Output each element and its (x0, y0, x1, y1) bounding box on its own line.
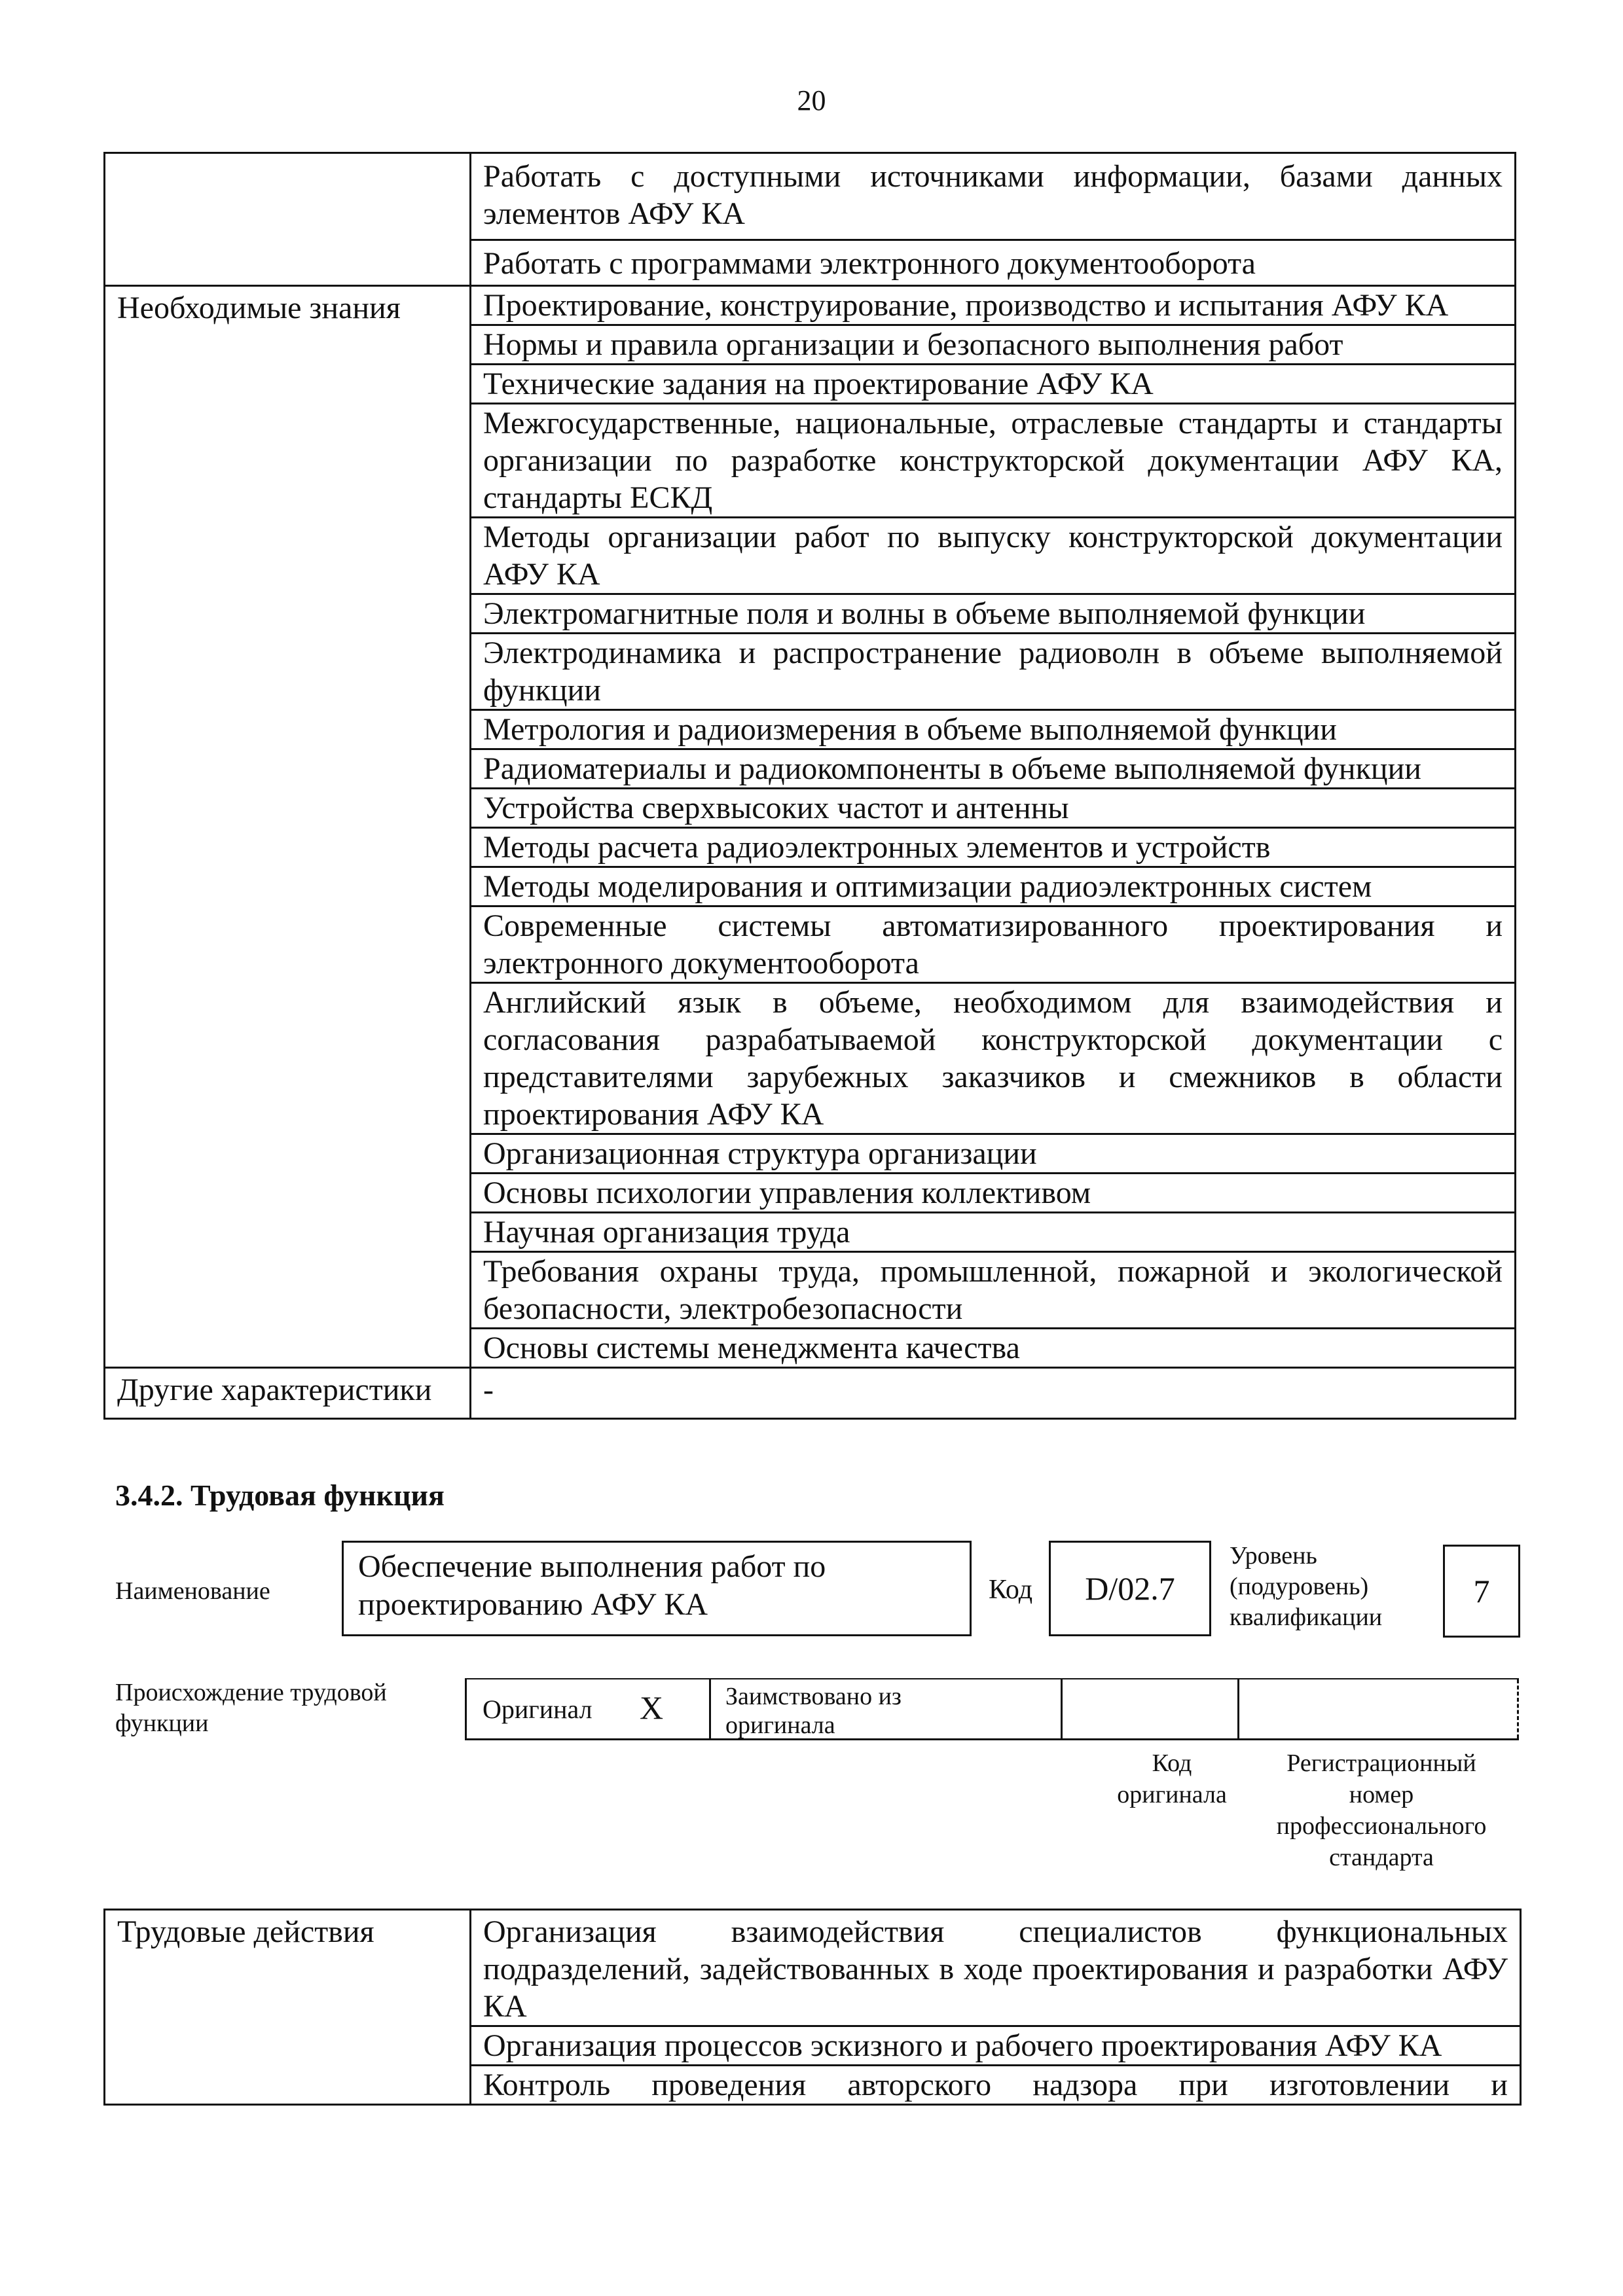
borrowed-label (725, 1682, 902, 1740)
other-characteristics-label: Другие характеристики (105, 1368, 471, 1419)
level-label-line: Уровень (1230, 1542, 1317, 1570)
knowledge-item: Радиоматериалы и радиокомпоненты в объеме выполняемой функции (471, 749, 1516, 789)
caption-line: профессионального (1276, 1812, 1487, 1840)
skill-item: Работать с доступными источниками информации, базами данных элементов АФУ КА (471, 153, 1516, 240)
knowledge-item: Технические задания на проектирование АФУ КА (471, 365, 1516, 404)
borrowed-cell (711, 1679, 1063, 1738)
function-name-box: Обеспечение выполнения работ по проектированию АФУ КА (342, 1541, 972, 1636)
origin-label-line: Происхождение трудовой (115, 1679, 387, 1706)
origin-label-line: функции (115, 1710, 209, 1737)
knowledge-item: Организационная структура организации (471, 1134, 1516, 1174)
other-characteristics-value: - (471, 1368, 1516, 1419)
caption-line: Регистрационный (1286, 1749, 1476, 1777)
skill-item: Работать с программами электронного документооборота (471, 240, 1516, 286)
level-value-box: 7 (1443, 1545, 1520, 1638)
caption-line: Код (1152, 1749, 1192, 1777)
reg-number-caption (1257, 1748, 1506, 1873)
knowledge-item: Требования охраны труда, промышленной, пожарной и экологической безопасности, электробезопасности (471, 1252, 1516, 1329)
code-original-cell (1063, 1679, 1239, 1738)
knowledge-item: Межгосударственные, национальные, отраслевые стандарты и стандарты организации по разработке конструкторской документации АФУ КА, стандарты ЕСКД (471, 404, 1516, 518)
knowledge-item: Электромагнитные поля и волны в объеме выполняемой функции (471, 594, 1516, 634)
knowledge-item: Метрология и радиоизмерения в объеме выполняемой функции (471, 710, 1516, 749)
knowledge-item: Методы организации работ по выпуску конструкторской документации АФУ КА (471, 518, 1516, 594)
knowledge-item: Проектирование, конструирование, производство и испытания АФУ КА (471, 286, 1516, 325)
knowledge-item: Методы моделирования и оптимизации радиоэлектронных систем (471, 867, 1516, 906)
level-label (1230, 1541, 1382, 1633)
original-label: Оригинал (483, 1695, 593, 1724)
original-mark: X (640, 1689, 664, 1726)
level-label-line: квалификации (1230, 1604, 1383, 1631)
knowledge-item: Современные системы автоматизированного проектирования и электронного документооборота (471, 906, 1516, 983)
original-cell (465, 1679, 711, 1738)
borrowed-label-line: оригинала (725, 1712, 835, 1739)
knowledge-item: Устройства сверхвысоких частот и антенны (471, 789, 1516, 828)
function-code-box: D/02.7 (1049, 1541, 1211, 1636)
table-row (105, 1368, 1516, 1419)
name-label: Наименование (115, 1577, 270, 1605)
knowledge-label: Необходимые знания (105, 286, 471, 1368)
code-label: Код (989, 1575, 1033, 1605)
action-item: Контроль проведения авторского надзора при изготовлении и (471, 2066, 1521, 2105)
code-original-caption (1074, 1748, 1270, 1810)
action-item: Организация взаимодействия специалистов функциональных подразделений, задействованных в ходе проектирования и разработки АФУ КА (471, 1910, 1521, 2026)
caption-line: стандарта (1329, 1844, 1434, 1871)
action-item: Организация процессов эскизного и рабочего проектирования АФУ КА (471, 2026, 1521, 2066)
knowledge-table (103, 152, 1516, 1420)
origin-row (465, 1678, 1519, 1740)
empty-label-cell (105, 153, 471, 286)
caption-line: оригинала (1117, 1781, 1227, 1808)
table-row (105, 1910, 1521, 2026)
actions-table (103, 1909, 1522, 2106)
level-label-line: (подуровень) (1230, 1573, 1369, 1600)
origin-label (115, 1677, 387, 1739)
knowledge-item: Основы психологии управления коллективом (471, 1174, 1516, 1213)
reg-number-cell (1239, 1679, 1519, 1738)
section-title: 3.4.2. Трудовая функция (115, 1479, 445, 1512)
table-row (105, 286, 1516, 325)
table-row (105, 153, 1516, 240)
knowledge-item: Английский язык в объеме, необходимом для взаимодействия и согласования разрабатываемой конструкторской документации с представителями зарубежных заказчиков и смежников в области проектирования АФУ КА (471, 983, 1516, 1134)
knowledge-item: Научная организация труда (471, 1213, 1516, 1252)
knowledge-item: Основы системы менеджмента качества (471, 1329, 1516, 1368)
knowledge-item: Электродинамика и распространение радиоволн в объеме выполняемой функции (471, 634, 1516, 710)
borrowed-label-line: Заимствовано из (725, 1683, 902, 1710)
caption-line: номер (1349, 1781, 1414, 1808)
knowledge-item: Методы расчета радиоэлектронных элементов и устройств (471, 828, 1516, 867)
knowledge-item: Нормы и правила организации и безопасного выполнения работ (471, 325, 1516, 365)
actions-label: Трудовые действия (105, 1910, 471, 2105)
page-number: 20 (797, 84, 826, 117)
